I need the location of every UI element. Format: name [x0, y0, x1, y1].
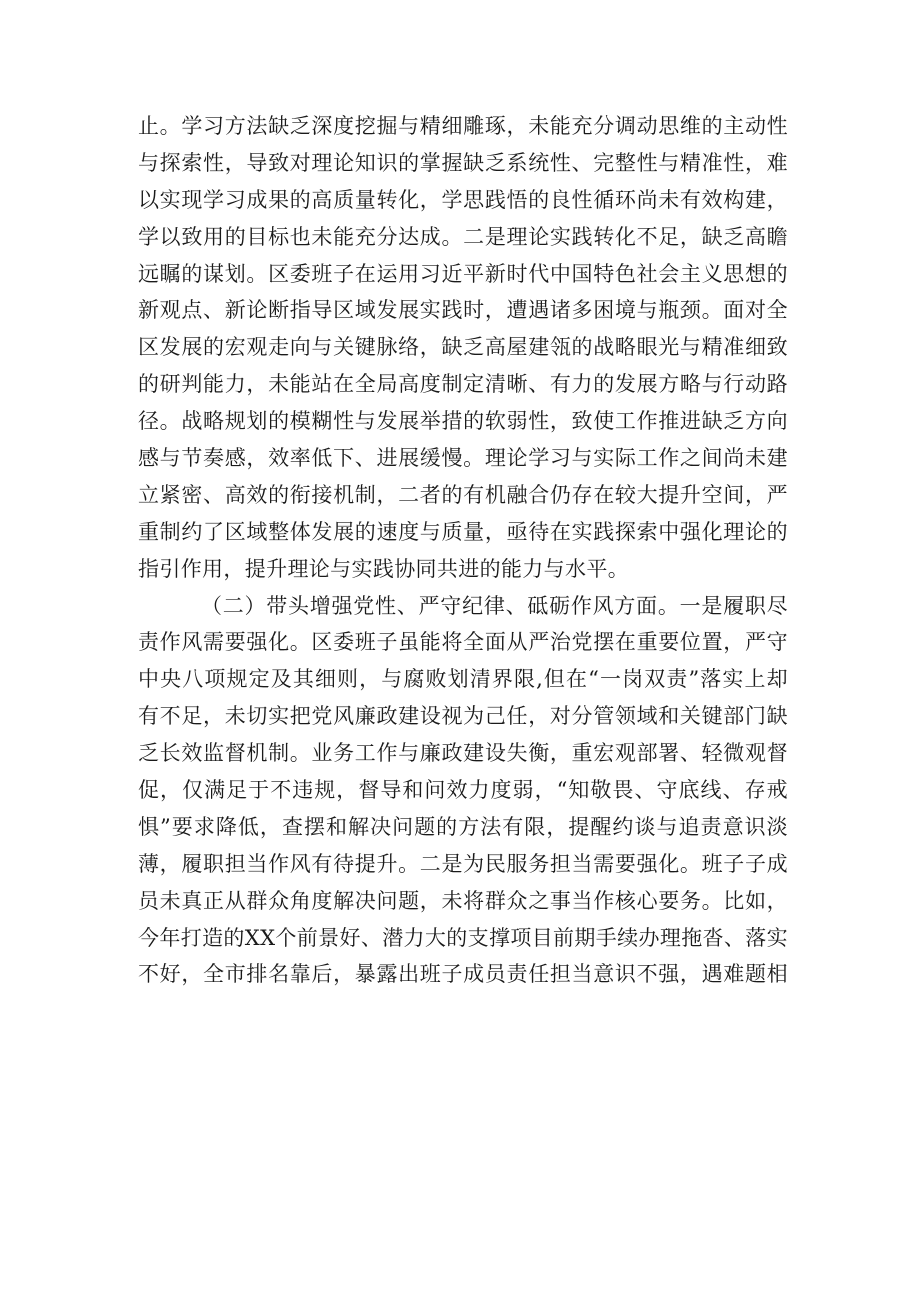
text-line: 止。学习方法缺乏深度挖掘与精细雕琢，未能充分调动思维的主动性: [138, 114, 788, 138]
text-line: 促，仅满足于不违规，督导和问效力度弱，“知敬畏、守底线、存戒: [138, 778, 788, 803]
text-line: （二）带头增强党性、严守纪律、砥砺作风方面。一是履职尽: [201, 593, 788, 618]
text-line: 径。战略规划的模糊性与发展举措的软弱性，致使工作推进缺乏方向: [138, 409, 788, 434]
text-line: 学以致用的目标也未能充分达成。二是理论实践转化不足，缺乏高瞻: [138, 224, 788, 249]
text-line: 中央八项规定及其细则，与腐败划清界限,但在“一岗双责”落实上却: [138, 667, 788, 692]
text-line: 新观点、新论断指导区域发展实践时，遭遇诸多困境与瓶颈。面对全: [138, 298, 788, 323]
text-line: 薄，履职担当作风有待提升。二是为民服务担当需要强化。班子子成: [138, 851, 788, 876]
text-line: 区发展的宏观走向与关键脉络，缺乏高屋建瓴的战略眼光与精准细致: [138, 335, 788, 360]
text-line: 与探索性，导致对理论知识的掌握缺乏系统性、完整性与精准性，难: [138, 150, 788, 175]
text-line: 今年打造的XX个前景好、潜力大的支撑项目前期手续办理拖沓、落实: [138, 925, 788, 950]
text-line: 远瞩的谋划。区委班子在运用习近平新时代中国特色社会主义思想的: [138, 261, 788, 286]
text-line: 不好，全市排名靠后，暴露出班子成员责任担当意识不强，遇难题相: [138, 962, 788, 987]
text-line: 的研判能力，未能站在全局高度制定清晰、有力的发展方略与行动路: [138, 372, 788, 397]
text-line: 惧”要求降低，查摆和解决问题的方法有限，提醒约谈与追责意识淡: [138, 814, 788, 839]
text-line: 立紧密、高效的衔接机制，二者的有机融合仍存在较大提升空间，严: [138, 482, 788, 507]
text-line: 员未真正从群众角度解决问题，未将群众之事当作核心要务。比如，: [138, 888, 788, 913]
text-line: 责作风需要强化。区委班子虽能将全面从严治党摆在重要位置，严守: [138, 630, 788, 655]
text-line: 以实现学习成果的高质量转化，学思践悟的良性循环尚未有效构建，: [138, 187, 788, 212]
text-line: 重制约了区域整体发展的速度与质量，亟待在实践探索中强化理论的: [138, 519, 788, 544]
text-line: 有不足，未切实把党风廉政建设视为己任，对分管领域和关键部门缺: [138, 704, 788, 729]
body-text: [138, 108, 788, 993]
text-line: 乏长效监督机制。业务工作与廉政建设失衡，重宏观部署、轻微观督: [138, 741, 788, 766]
text-line: 感与节奏感，效率低下、进展缓慢。理论学习与实际工作之间尚未建: [138, 446, 788, 471]
text-line: 指引作用，提升理论与实践协同共进的能力与水平。: [138, 556, 630, 581]
